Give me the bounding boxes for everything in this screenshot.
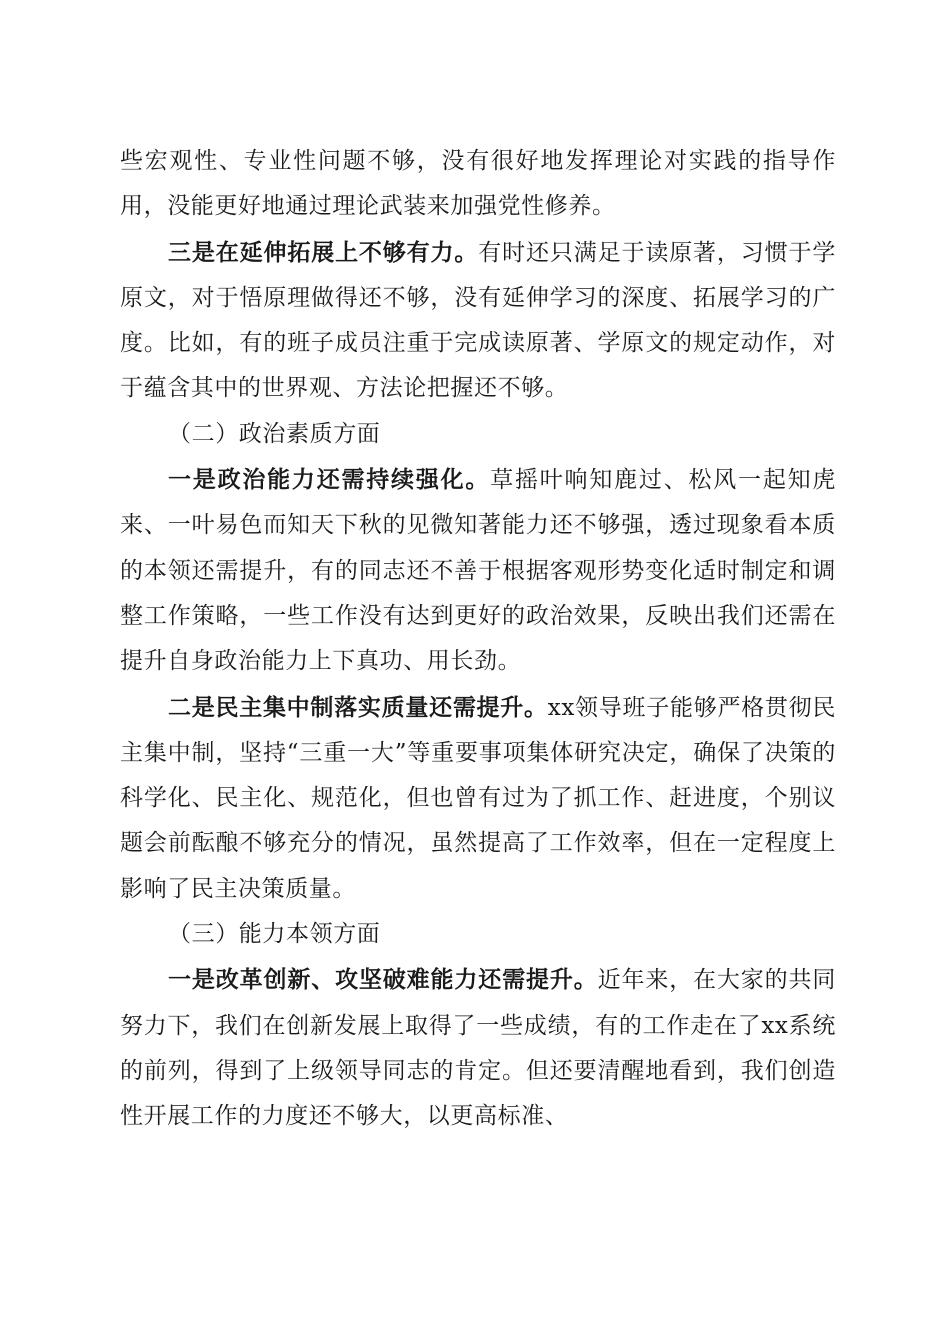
paragraph-lead: 一是改革创新、攻坚破难能力还需提升。: [168, 966, 598, 994]
section-heading-capability: （三）能力本领方面: [168, 921, 381, 948]
paragraph-text: 近年来，在大家的共同努力下，我们在创新发展上取得了一些成绩，有的工作走在了xx系统的前列，得到了上级领导同志的肯定。但还要清醒地看到，我们创造性开展工作的力度还不够大，以更高标准、: [120, 967, 836, 1130]
paragraph-lead: 二是民主集中制落实质量还需提升。: [168, 693, 548, 721]
paragraph-reform-innovation: [120, 957, 836, 1139]
section-heading-political-quality: （二）政治素质方面: [168, 420, 381, 447]
document-page: [120, 139, 836, 1140]
paragraph-lead: 一是政治能力还需持续强化。: [168, 466, 491, 494]
paragraph-extension: [120, 230, 836, 412]
paragraph-political-ability: [120, 457, 836, 684]
paragraph-text: 有时还只满足于读原著，习惯于学原文，对于悟原理做得还不够，没有延伸学习的深度、拓展学习的广度。比如，有的班子成员注重于完成读原著、学原文的规定动作，对于蕴含其中的世界观、方法论把握还不够。: [120, 239, 836, 402]
paragraph-democratic-centralism: [120, 685, 836, 912]
paragraph-text: 些宏观性、专业性问题不够，没有很好地发挥理论对实践的指导作用，没能更好地通过理论武装来加强党性修养。: [120, 148, 836, 220]
paragraph-continuation: [120, 139, 836, 230]
paragraph-text: 草摇叶响知鹿过、松风一起知虎来、一叶易色而知天下秋的见微知著能力还不够强，透过现象看本质的本领还需提升，有的同志还不善于根据客观形势变化适时制定和调整工作策略，一些工作没有达到更好的政治效果，反映出我们还需在提升自身政治能力上下真功、用长劲。: [120, 467, 836, 675]
paragraph-lead: 三是在延伸拓展上不够有力。: [168, 238, 479, 266]
paragraph-text: xx领导班子能够严格贯彻民主集中制，坚持“三重一大”等重要事项集体研究决定，确保了决策的科学化、民主化、规范化，但也曾有过为了抓工作、赶进度，个别议题会前酝酿不够充分的情况，虽然提高了工作效率，但在一定程度上影响了民主决策质量。: [120, 694, 836, 902]
